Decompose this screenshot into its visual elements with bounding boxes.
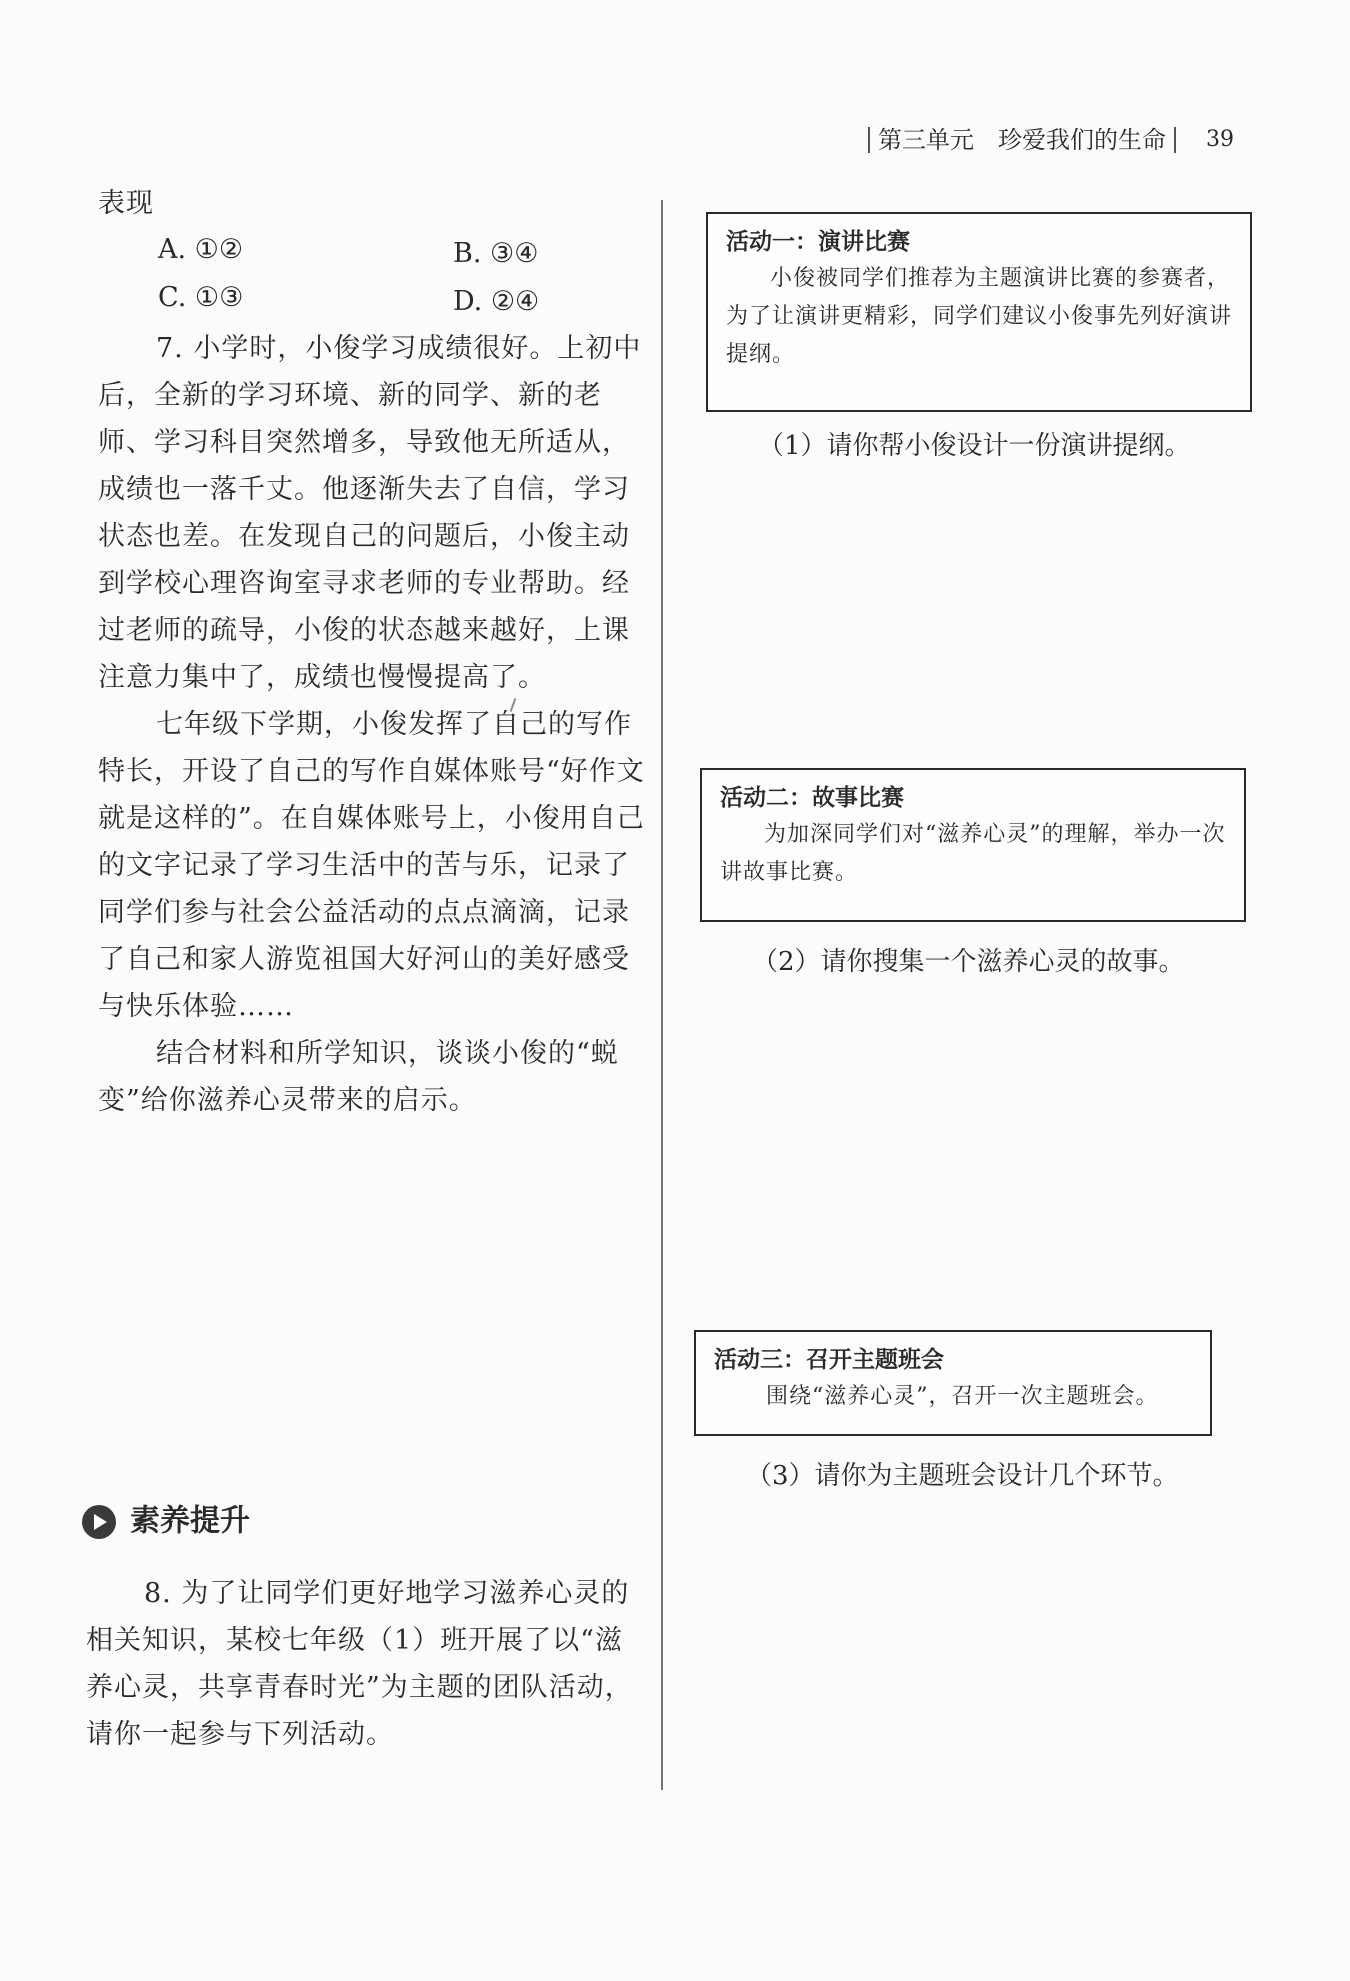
activity-2-title: 活动二：故事比赛 [720,785,904,811]
activity-2-task: （2）请你搜集一个滋养心灵的故事。 [752,947,1185,977]
activity-1-box [706,212,1252,412]
option-b: B. ③④ [453,238,539,269]
activity-3-task: （3）请你为主题班会设计几个环节。 [746,1461,1179,1491]
activity-1-title: 活动一：演讲比赛 [726,229,910,255]
q8-text: 8. 为了让同学们更好地学习滋养心灵的相关知识，某校七年级（1）班开展了以“滋养心灵，共享青春时光”为主题的团队活动，请你一起参与下列活动。 [86,1578,633,1750]
activity-3-title: 活动三：召开主题班会 [714,1347,944,1373]
activity-1-body: 小俊被同学们推荐为主题演讲比赛的参赛者，为了让演讲更精彩，同学们建议小俊事先列好演讲提纲。 [726,266,1233,367]
activity-3-body: 围绕“滋养心灵”，召开一次主题班会。 [766,1384,1159,1409]
column-divider [661,200,663,1790]
header-bar-right [1174,127,1176,153]
page-header [860,118,1260,158]
option-d: D. ②④ [453,286,540,317]
left-column [98,180,646,1124]
header-bar-left [868,127,870,153]
q7-paragraph-2: 七年级下学期，小俊发挥了自己的写作特长，开设了自己的写作自媒体账号“好作文就是这样的”。在自媒体账号上，小俊用自己的文字记录了学习生活中的苦与乐，记录了同学们参与社会公益活动的点点滴滴，记录了自己和家人游览祖国大好河山的美好感受与快乐体验…… [98,709,645,1022]
q7-question: 结合材料和所学知识，谈谈小俊的“蜕变”给你滋养心灵带来的启示。 [98,1038,619,1116]
continued-text: 表现 [98,188,154,219]
option-a: A. ①② [158,234,244,265]
question-8 [86,1570,646,1758]
activity-2-box [700,768,1246,922]
play-circle-icon [82,1505,116,1539]
activity-3-box [694,1330,1212,1436]
section-title: 素养提升 [130,1503,250,1539]
activity-1-task: （1）请你帮小俊设计一份演讲提纲。 [758,431,1191,461]
q7-paragraph-1: 7. 小学时，小俊学习成绩很好。上初中后，全新的学习环境、新的同学、新的老师、学习科目突然增多，导致他无所适从，成绩也一落千丈。他逐渐失去了自信，学习状态也差。在发现自己的问题后，小俊主动到学校心理咨询室寻求老师的专业帮助。经过老师的疏导，小俊的状态越来越好，上课注意力集中了，成绩也慢慢提高了。 [98,333,642,693]
answer-options [98,227,646,323]
activity-2-body: 为加深同学们对“滋养心灵”的理解，举办一次讲故事比赛。 [720,822,1226,885]
unit-title: 第三单元 珍爱我们的生命 [878,125,1166,154]
section-heading [82,1496,642,1546]
page-number: 39 [1206,126,1234,152]
option-c: C. ①③ [158,282,244,313]
